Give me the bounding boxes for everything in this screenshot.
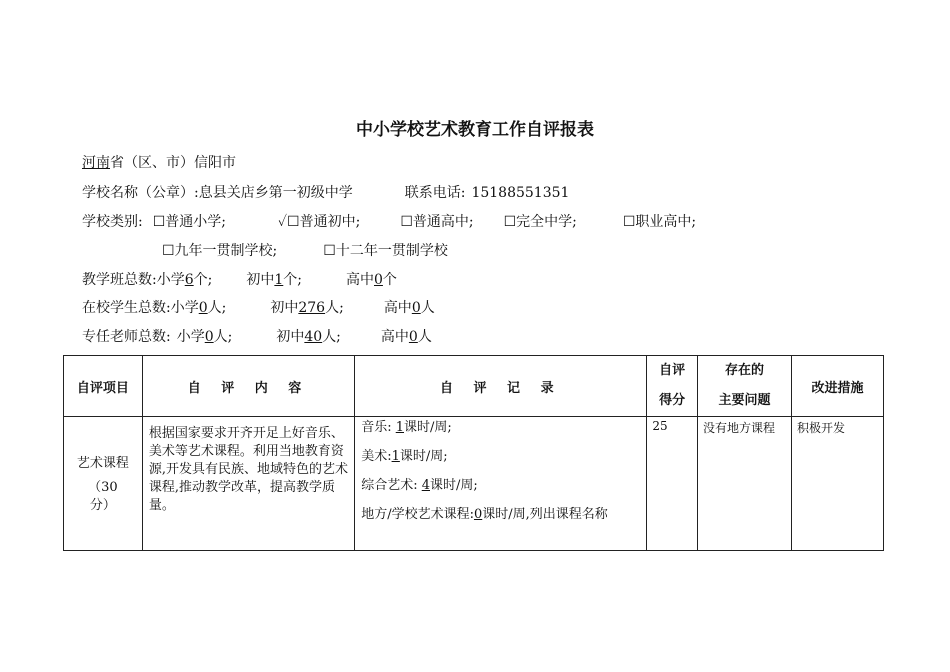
teachers-senior-value: 0 bbox=[408, 329, 418, 345]
record-unit: 课时/周,列出课程名称 bbox=[482, 507, 608, 522]
document-title: 中小学校艺术教育工作自评报表 bbox=[356, 120, 594, 140]
header-score-line2: 得分 bbox=[659, 393, 686, 408]
item-cell bbox=[64, 417, 143, 551]
school-line bbox=[82, 182, 569, 202]
students-line bbox=[82, 297, 435, 317]
unit-text: 人; bbox=[213, 329, 233, 345]
category-option: ☐九年一贯制学校; bbox=[162, 243, 278, 259]
record-value: 4 bbox=[421, 478, 430, 493]
school-name-value: 息县关店乡第一初级中学 bbox=[198, 185, 353, 201]
teachers-line bbox=[82, 326, 432, 346]
score-cell: 25 bbox=[647, 417, 698, 551]
classes-junior-value: 1 bbox=[274, 272, 284, 288]
senior-label: 高中 bbox=[380, 329, 409, 345]
junior-label: 初中 bbox=[270, 300, 299, 316]
issues-cell: 没有地方课程 bbox=[697, 417, 791, 551]
province-value: 河南 bbox=[82, 155, 110, 171]
unit-text: 人; bbox=[322, 329, 341, 345]
students-primary-value: 0 bbox=[198, 300, 208, 316]
header-measures: 改进措施 bbox=[791, 356, 883, 417]
header-record: 自 评 记 录 bbox=[355, 356, 647, 417]
record-unit: 课时/周; bbox=[430, 478, 478, 493]
primary-label: 小学 bbox=[176, 329, 205, 345]
category-option: ☐普通小学; bbox=[152, 214, 226, 230]
unit-text: 人 bbox=[417, 329, 432, 345]
category-option: ☐职业高中; bbox=[622, 214, 697, 230]
classes-primary-value: 6 bbox=[184, 272, 194, 288]
classes-line bbox=[82, 269, 397, 289]
item-points: （30分） bbox=[88, 480, 118, 513]
classes-label: 教学班总数: bbox=[82, 272, 157, 288]
students-label: 在校学生总数: bbox=[82, 300, 171, 316]
item-name: 艺术课程 bbox=[76, 456, 129, 471]
record-unit: 课时/周; bbox=[399, 449, 448, 464]
category-line-2 bbox=[162, 240, 448, 260]
header-issues-line1: 存在的 bbox=[724, 363, 764, 378]
primary-label: 小学 bbox=[156, 272, 185, 288]
category-option: ☐十二年一贯制学校 bbox=[323, 243, 448, 259]
unit-text: 个; bbox=[283, 272, 302, 288]
region-rest: 省（区、市）信阳市 bbox=[110, 155, 236, 171]
phone-label: 联系电话: bbox=[404, 185, 466, 201]
header-item: 自评项目 bbox=[64, 356, 143, 417]
record-art bbox=[361, 448, 640, 466]
header-score bbox=[647, 356, 698, 417]
unit-text: 人; bbox=[207, 300, 227, 316]
category-option: ☐普通高中; bbox=[400, 214, 474, 230]
record-value: 1 bbox=[391, 449, 400, 464]
students-junior-value: 276 bbox=[298, 300, 326, 316]
category-option: ☐完全中学; bbox=[503, 214, 577, 230]
senior-label: 高中 bbox=[346, 272, 374, 288]
record-music bbox=[361, 419, 640, 437]
classes-senior-value: 0 bbox=[374, 272, 383, 288]
record-label: 地方/学校艺术课程: bbox=[361, 507, 474, 522]
category-label: 学校类别: bbox=[82, 214, 143, 230]
record-general bbox=[361, 477, 640, 495]
junior-label: 初中 bbox=[276, 329, 305, 345]
header-issues bbox=[697, 356, 791, 417]
table-row bbox=[64, 417, 884, 551]
unit-text: 人; bbox=[325, 300, 344, 316]
measures-cell: 积极开发 bbox=[791, 417, 883, 551]
record-cell bbox=[355, 417, 647, 551]
record-label: 综合艺术: bbox=[361, 478, 418, 493]
content-cell: 根据国家要求开齐开足上好音乐、美术等艺术课程。利用当地教育资源,开发具有民族、地域特色的艺术课程,推动教学改革，提高教学质量。 bbox=[142, 417, 354, 551]
school-name-label: 学校名称（公章）: bbox=[82, 185, 199, 201]
unit-text: 个; bbox=[193, 272, 213, 288]
category-option-checked: ✓☐普通初中; bbox=[278, 214, 361, 230]
junior-label: 初中 bbox=[246, 272, 275, 288]
students-senior-value: 0 bbox=[411, 300, 421, 316]
header-score-line1: 自评 bbox=[659, 363, 686, 378]
record-label: 美术: bbox=[361, 449, 392, 464]
record-unit: 课时/周; bbox=[404, 420, 452, 435]
senior-label: 高中 bbox=[383, 300, 412, 316]
header-content: 自 评 内 容 bbox=[142, 356, 354, 417]
record-label: 音乐: bbox=[361, 420, 392, 435]
teachers-primary-value: 0 bbox=[204, 329, 214, 345]
record-value: 0 bbox=[473, 507, 483, 522]
teachers-junior-value: 40 bbox=[304, 329, 323, 345]
category-line bbox=[82, 211, 696, 231]
evaluation-table bbox=[63, 355, 884, 551]
header-issues-line2: 主要问题 bbox=[718, 393, 771, 408]
record-local bbox=[361, 506, 640, 524]
unit-text: 个 bbox=[382, 272, 397, 288]
record-value: 1 bbox=[395, 420, 404, 435]
table-header-row bbox=[64, 356, 884, 417]
region-line bbox=[82, 152, 236, 172]
primary-label: 小学 bbox=[170, 300, 199, 316]
teachers-label: 专任老师总数: bbox=[82, 329, 171, 345]
unit-text: 人 bbox=[420, 300, 435, 316]
phone-value: 15188551351 bbox=[471, 185, 570, 201]
